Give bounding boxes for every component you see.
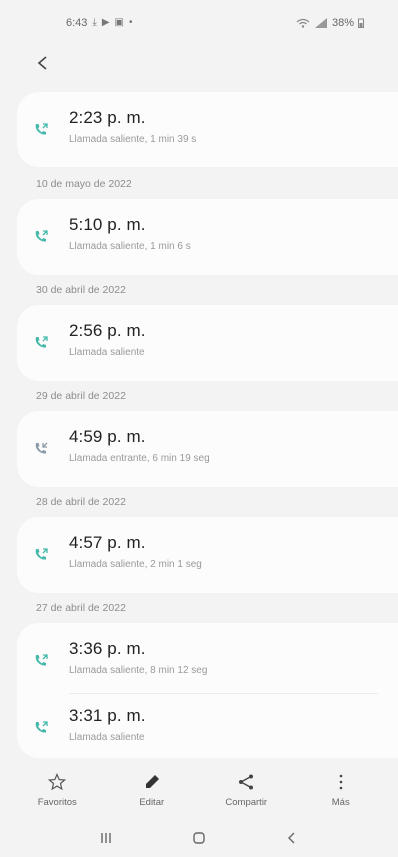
back-arrow-icon [285, 831, 299, 845]
call-card [17, 517, 398, 593]
download-icon: ⤓ [92, 17, 97, 28]
call-time: 2:23 p. m. [69, 108, 146, 127]
status-bar [0, 0, 398, 46]
call-entry-text [69, 533, 202, 570]
more-vertical-icon [332, 773, 350, 791]
share-label: Compartir [225, 796, 268, 808]
call-entry[interactable] [17, 623, 398, 693]
call-entry[interactable] [17, 199, 398, 275]
outgoing-call-icon [33, 335, 49, 351]
gallery-icon: ▣ [114, 17, 124, 28]
play-icon: ▶ [101, 17, 110, 28]
call-detail: Llamada saliente [69, 347, 145, 358]
outgoing-call-icon [33, 653, 49, 669]
call-time: 4:59 p. m. [69, 427, 146, 446]
chevron-left-icon [36, 56, 50, 70]
home-button[interactable] [184, 823, 214, 853]
wifi-icon [296, 18, 310, 28]
call-entry[interactable] [17, 92, 398, 167]
outgoing-call-icon [33, 720, 49, 736]
date-header: 29 de abril de 2022 [36, 390, 126, 402]
outgoing-call-icon [33, 547, 49, 563]
call-time: 2:56 p. m. [69, 321, 146, 340]
call-card [17, 92, 398, 167]
incoming-call-icon [33, 441, 49, 457]
call-detail: Llamada saliente, 2 min 1 seg [69, 559, 202, 570]
call-detail: Llamada saliente [69, 732, 145, 743]
favorites-button[interactable] [17, 773, 97, 808]
call-entry-text [69, 639, 207, 676]
date-header: 10 de mayo de 2022 [36, 178, 132, 190]
call-detail: Llamada saliente, 1 min 6 s [69, 241, 191, 252]
dot-icon: • [129, 17, 133, 28]
call-entry-text [69, 321, 146, 358]
call-entry[interactable] [17, 694, 398, 758]
call-time: 4:57 p. m. [69, 533, 146, 552]
call-detail: Llamada saliente, 1 min 39 s [69, 134, 197, 145]
call-entry-text [69, 427, 210, 464]
call-card [17, 199, 398, 275]
call-time: 5:10 p. m. [69, 215, 146, 234]
call-entry-text [69, 215, 191, 252]
share-icon [237, 773, 255, 791]
signal-icon [314, 18, 328, 28]
call-card [17, 623, 398, 758]
call-detail: Llamada entrante, 6 min 19 seg [69, 453, 210, 464]
call-card [17, 305, 398, 381]
call-entry[interactable] [17, 305, 398, 381]
call-list [17, 92, 398, 758]
more-button[interactable] [301, 773, 381, 808]
call-detail: Llamada saliente, 8 min 12 seg [69, 665, 208, 676]
share-button[interactable] [206, 773, 286, 808]
date-header: 28 de abril de 2022 [36, 496, 126, 508]
call-entry[interactable] [17, 411, 398, 487]
edit-button[interactable] [112, 773, 192, 808]
outgoing-call-icon [33, 229, 49, 245]
edit-label: Editar [139, 796, 165, 808]
call-entry[interactable] [17, 517, 398, 593]
favorites-label: Favoritos [37, 796, 77, 808]
pencil-icon [143, 773, 161, 791]
home-icon [192, 831, 206, 845]
call-time: 3:36 p. m. [69, 639, 146, 658]
bottom-action-bar [0, 762, 398, 818]
back-button[interactable] [28, 48, 58, 78]
call-time: 3:31 p. m. [69, 706, 146, 725]
recent-apps-button[interactable] [91, 823, 121, 853]
status-time: 6:43 [66, 17, 88, 29]
battery-icon [358, 18, 364, 28]
more-label: Más [331, 796, 350, 808]
outgoing-call-icon [33, 122, 49, 138]
battery-percent: 38% [331, 17, 354, 29]
call-entry-text [69, 706, 146, 743]
date-header: 27 de abril de 2022 [36, 602, 126, 614]
date-header: 30 de abril de 2022 [36, 284, 126, 296]
recents-icon [99, 831, 113, 845]
status-left [66, 17, 133, 29]
call-card [17, 411, 398, 487]
star-icon [48, 773, 66, 791]
call-entry-text [69, 108, 196, 145]
nav-back-button[interactable] [277, 823, 307, 853]
system-nav-bar [0, 818, 398, 857]
status-right [296, 17, 364, 29]
